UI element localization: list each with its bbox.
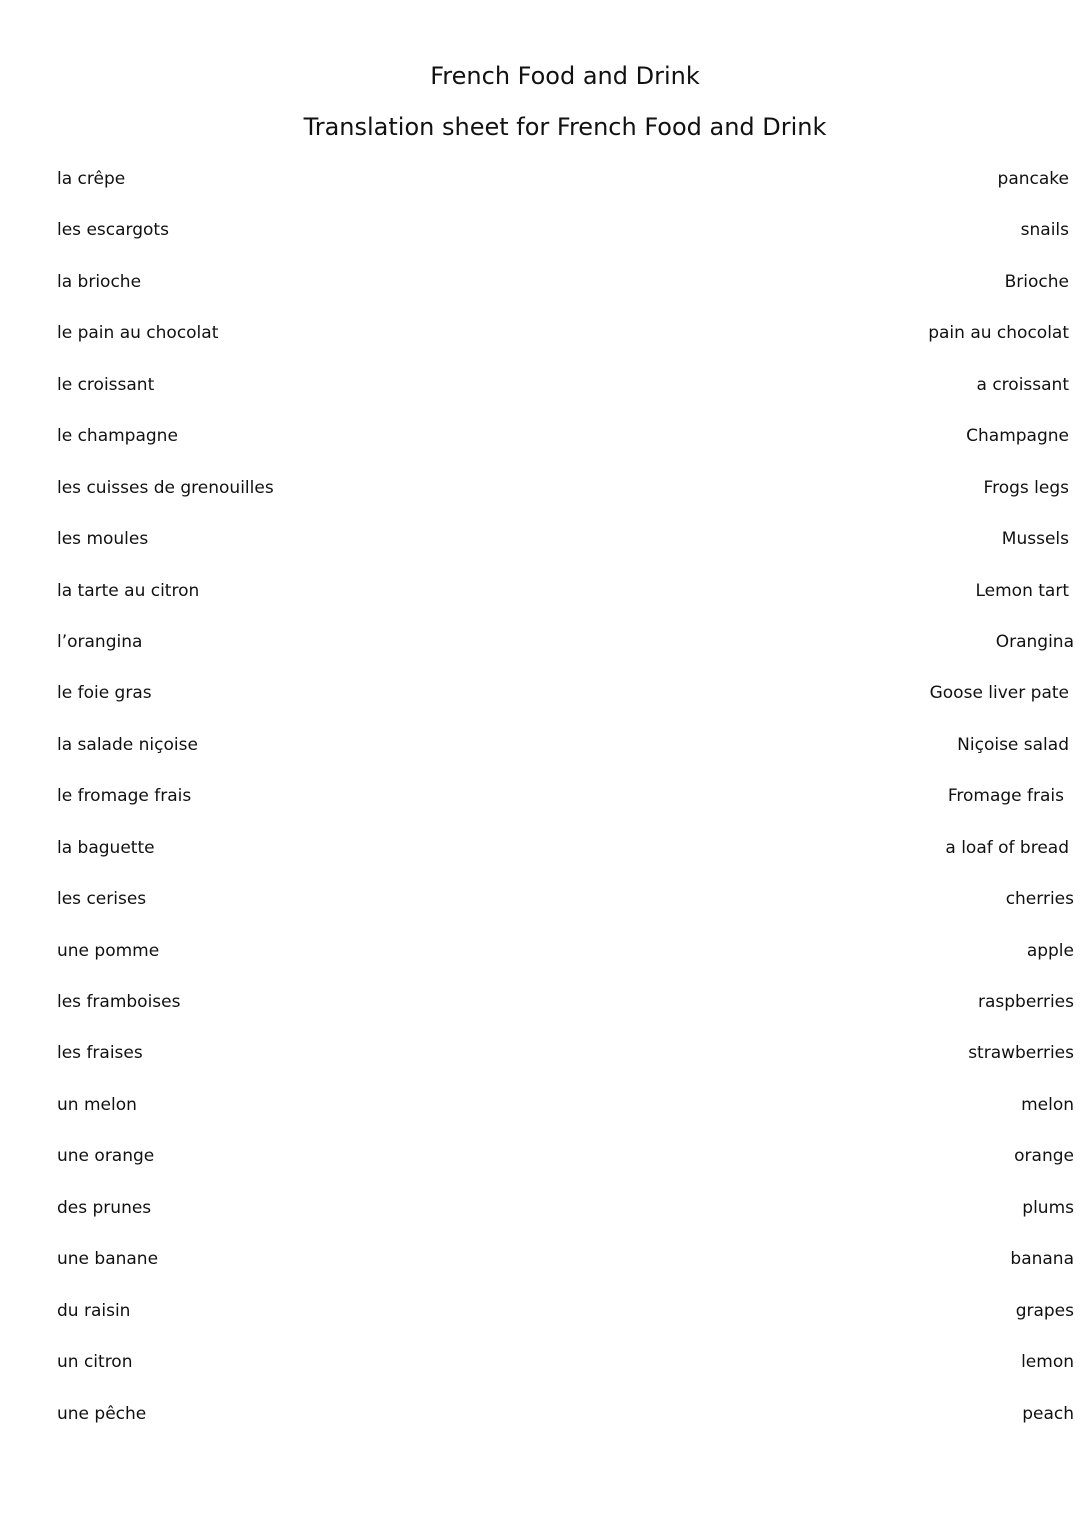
french-term: le croissant (57, 374, 155, 395)
english-translation: snails (1020, 220, 1069, 241)
english-translation: Lemon tart (975, 580, 1069, 601)
french-term: du raisin (57, 1300, 131, 1321)
english-translation: peach (1022, 1403, 1074, 1424)
english-translation: apple (1026, 940, 1074, 961)
vocab-row (57, 576, 1074, 627)
vocab-row (57, 421, 1074, 472)
english-translation: Mussels (1001, 529, 1069, 550)
vocab-row (57, 1399, 1074, 1450)
french-term: la tarte au citron (57, 580, 200, 601)
english-translation: a loaf of bread (945, 837, 1069, 858)
french-term: les cerises (57, 889, 147, 910)
vocab-row (57, 1244, 1074, 1295)
french-term: un melon (57, 1094, 137, 1115)
french-term: un citron (57, 1352, 133, 1373)
vocab-row (57, 370, 1074, 421)
vocab-row (57, 730, 1074, 781)
english-translation: Champagne (966, 426, 1069, 447)
english-translation: melon (1021, 1094, 1074, 1115)
vocabulary-list (57, 164, 1074, 1450)
vocab-row (57, 524, 1074, 575)
vocab-row (57, 215, 1074, 266)
english-translation: raspberries (977, 992, 1074, 1012)
vocab-row (57, 1141, 1074, 1192)
french-term: le pain au chocolat (57, 323, 219, 344)
english-translation: grapes (1015, 1300, 1074, 1321)
french-term: le foie gras (57, 683, 152, 704)
english-translation: pain au chocolat (928, 323, 1069, 344)
english-translation: Frogs legs (983, 477, 1069, 498)
french-term: une pêche (57, 1403, 147, 1424)
french-term: des prunes (57, 1197, 152, 1218)
english-translation: banana (1010, 1249, 1074, 1270)
english-translation: orange (1014, 1146, 1074, 1167)
french-term: les cuisses de grenouilles (57, 477, 274, 498)
english-translation: cherries (1005, 889, 1074, 910)
vocab-row (57, 627, 1074, 678)
vocab-row (57, 1296, 1074, 1347)
english-translation: Orangina (995, 631, 1074, 652)
vocab-row (57, 833, 1074, 884)
french-term: le champagne (57, 426, 178, 447)
french-term: une orange (57, 1146, 155, 1167)
vocab-row (57, 936, 1074, 987)
french-term: les moules (57, 529, 149, 550)
french-term: la baguette (57, 837, 155, 858)
english-translation: Goose liver pate (929, 683, 1069, 704)
french-term: une pomme (57, 940, 160, 961)
vocab-row (57, 678, 1074, 729)
english-translation: Fromage frais (947, 786, 1064, 807)
french-term: le fromage frais (57, 786, 192, 807)
french-term: l’orangina (57, 631, 143, 652)
french-term: les fraises (57, 1043, 143, 1064)
vocab-row (57, 318, 1074, 369)
french-term: la brioche (57, 271, 142, 292)
english-translation: lemon (1021, 1352, 1074, 1373)
french-term: une banane (57, 1249, 159, 1270)
vocab-row (57, 1193, 1074, 1244)
english-translation: Niçoise salad (957, 734, 1069, 755)
vocab-row (57, 1038, 1074, 1089)
english-translation: strawberries (968, 1043, 1074, 1064)
page-subtitle: Translation sheet for French Food and Drink (303, 113, 827, 141)
french-term: la crêpe (57, 169, 126, 189)
vocab-row (57, 164, 1074, 215)
vocab-row (57, 884, 1074, 935)
vocab-row (57, 987, 1074, 1038)
vocab-row (57, 781, 1074, 832)
english-translation: Brioche (1004, 271, 1069, 292)
french-term: la salade niçoise (57, 734, 198, 755)
english-translation: plums (1022, 1197, 1074, 1218)
english-translation: pancake (997, 169, 1069, 189)
vocab-row (57, 473, 1074, 524)
french-term: les escargots (57, 220, 169, 241)
english-translation: a croissant (976, 374, 1069, 395)
vocab-row (57, 267, 1074, 318)
french-term: les framboises (57, 992, 181, 1012)
vocab-row (57, 1347, 1074, 1398)
vocab-row (57, 1090, 1074, 1141)
page-title: French Food and Drink (430, 62, 700, 90)
